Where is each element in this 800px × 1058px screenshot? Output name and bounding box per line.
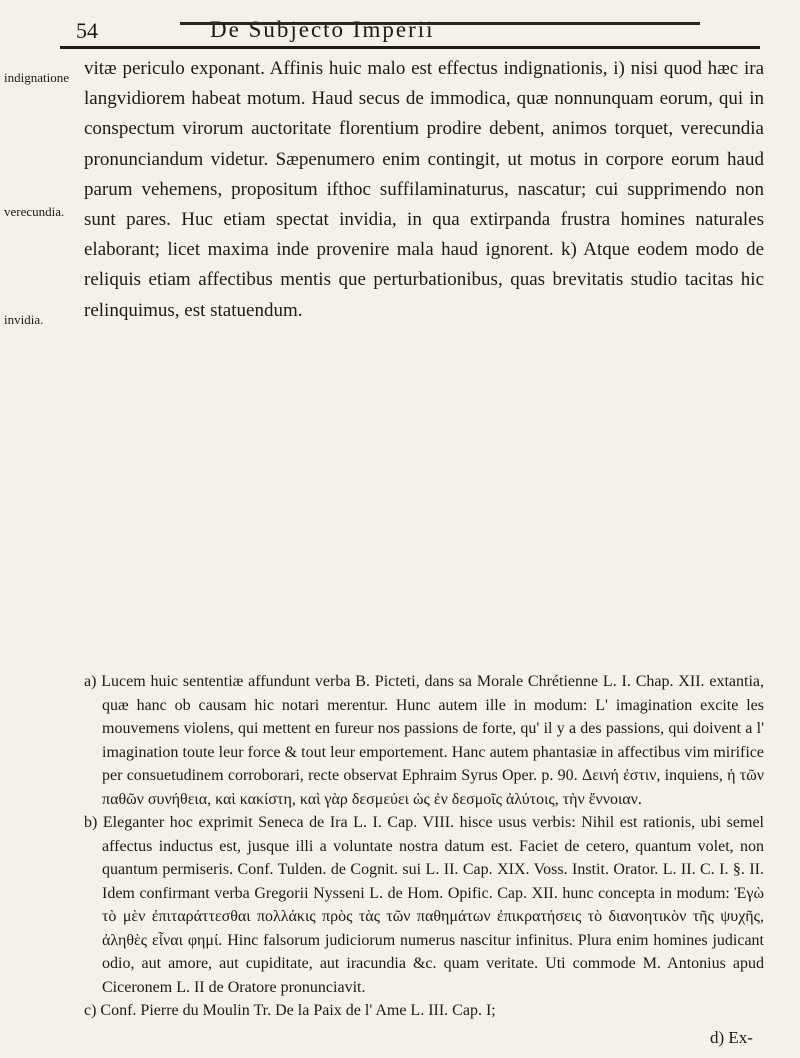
margin-note-verecundia: verecundia. <box>4 204 65 219</box>
footnote-b: b) Eleganter hoc exprimit Seneca de Ira L. I. Cap. VIII. hisce usus verbis: Nihil est rationis, ubi semel affectus inductus est, jusque illi a voluntate nostra datum est. Faciet de cetero, quantum volet, non quantum permiseris. Conf. Tulden. de Cognit. sui L. II. Cap. XIX. Voss. Instit. Orator. L. II. C. I. §. II. Idem confirmant verba Gregorii Nysseni L. de Hom. Opific. Cap. XII. hunc concepta in modum: Ἐγὼ τὸ μὲν ἐπιταράττεσθαι πολλάκις πρὸς τὰς τῶν παθημάτων ἐπικρατήσεις τὸ διανοητικὸν τῆς ψυχῆς, ἀληθὲς εἶναι φημί. Hinc falsorum judiciorum numerus nascitur infinitus. Plura enim homines judicant odio, aut amore, aut cupiditate, aut iracundia &c. quam veritate. Uti commode M. Antonius apud Ciceronem L. II de Oratore pronunciavit. <box>84 814 764 996</box>
margin-note-indignatione: indignatione <box>4 70 69 85</box>
page-header <box>60 14 760 48</box>
running-title: De Subjecto Imperii <box>210 17 435 42</box>
main-paragraph: vitæ periculo exponant. Affinis huic malo est effectus indignationis, i) nisi quod hæc ira langvidiorem habeat motum. Haud secus de immodica, quæ nonnunquam eorum, qui in conspectum virorum auctoritate florentium prodire debent, animos torquet, verecundia pronunciandum videtur. Sæpenumero enim contingit, ut motus in corpore eorum haud parum vehemens, propositum ifthoc suffilaminaturus, nascatur; cui supprimendo non sunt pares. Huc etiam spectat invidia, in qua extirpanda frustra homines naturales elaborant; licet maxima inde provenire mala haud ignorent. k) Atque eodem modo de reliquis etiam affectibus mentis que perturbationibus, quas brevitatis studio tacitas hic relinquimus, est statuendum. <box>84 58 764 321</box>
margin-note-invidia: invidia. <box>4 312 44 327</box>
footnote-a: a) Lucem huic sententiæ affundunt verba B. Picteti, dans sa Morale Chrétienne L. I. Chap. XII. extantia, quæ hanc ob causam hic notari merentur. Hunc autem ille in modum: L' imagination excite les mouvemens violens, qui mettent en fureur nos passions de forte, qu' il y a des passions, qui doivent a l' imagination toute leur force & tout leur emportement. Hanc autem phantasiæ in affectibus vim mirifice per consuetudinem corroborari, recte observat Ephraim Syrus Oper. p. 90. Δεινή ἐστιν, inquiens, ἡ τῶν παθῶν συνήθεια, καὶ κακίστη, καὶ γὰρ δεσμεύει ὡς ἐν δεσμοῖς ἀλύτοις, τὴν ἔννοιαν. <box>84 673 764 808</box>
page-number: 54 <box>76 18 98 43</box>
main-text <box>84 54 764 326</box>
footnotes <box>84 670 764 1023</box>
header-rule <box>60 46 760 49</box>
header-top-rule <box>180 22 700 25</box>
catchword: d) Ex- <box>710 1028 753 1047</box>
footnote-c: c) Conf. Pierre du Moulin Tr. De la Paix de l' Ame L. III. Cap. I; <box>84 1002 496 1019</box>
